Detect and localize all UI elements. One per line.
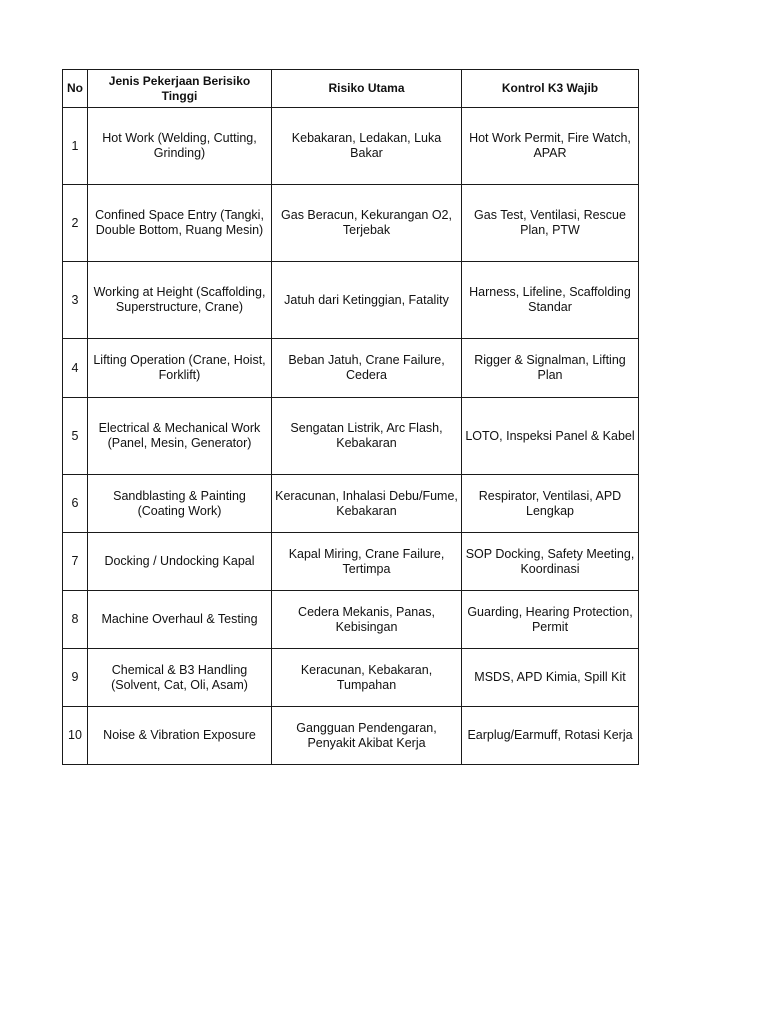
cell-risk: Beban Jatuh, Crane Failure, Cedera [272,339,462,398]
cell-risk: Kebakaran, Ledakan, Luka Bakar [272,108,462,185]
cell-job: Docking / Undocking Kapal [88,533,272,591]
cell-risk: Kapal Miring, Crane Failure, Tertimpa [272,533,462,591]
table-row [63,398,639,475]
cell-no: 10 [63,707,88,765]
header-job: Jenis Pekerjaan Berisiko Tinggi [88,70,272,108]
table-header-row [63,70,639,108]
cell-risk: Keracunan, Inhalasi Debu/Fume, Kebakaran [272,475,462,533]
cell-no: 6 [63,475,88,533]
k3-risk-table [62,69,639,765]
cell-risk: Sengatan Listrik, Arc Flash, Kebakaran [272,398,462,475]
cell-risk: Gas Beracun, Kekurangan O2, Terjebak [272,185,462,262]
cell-job: Hot Work (Welding, Cutting, Grinding) [88,108,272,185]
cell-control: Earplug/Earmuff, Rotasi Kerja [462,707,639,765]
header-risk: Risiko Utama [272,70,462,108]
table-row [63,339,639,398]
table-row [63,262,639,339]
cell-no: 7 [63,533,88,591]
cell-no: 4 [63,339,88,398]
table-row [63,591,639,649]
cell-job: Machine Overhaul & Testing [88,591,272,649]
cell-control: Harness, Lifeline, Scaffolding Standar [462,262,639,339]
cell-control: LOTO, Inspeksi Panel & Kabel [462,398,639,475]
cell-control: MSDS, APD Kimia, Spill Kit [462,649,639,707]
header-no: No [63,70,88,108]
cell-no: 5 [63,398,88,475]
header-control: Kontrol K3 Wajib [462,70,639,108]
table-row [63,649,639,707]
cell-control: Gas Test, Ventilasi, Rescue Plan, PTW [462,185,639,262]
cell-control: Respirator, Ventilasi, APD Lengkap [462,475,639,533]
table-row [63,707,639,765]
cell-no: 2 [63,185,88,262]
cell-job: Electrical & Mechanical Work (Panel, Mesin, Generator) [88,398,272,475]
cell-job: Noise & Vibration Exposure [88,707,272,765]
table-row [63,533,639,591]
cell-control: SOP Docking, Safety Meeting, Koordinasi [462,533,639,591]
cell-risk: Keracunan, Kebakaran, Tumpahan [272,649,462,707]
cell-job: Sandblasting & Painting (Coating Work) [88,475,272,533]
cell-no: 3 [63,262,88,339]
table-row [63,108,639,185]
cell-job: Confined Space Entry (Tangki, Double Bottom, Ruang Mesin) [88,185,272,262]
cell-risk: Jatuh dari Ketinggian, Fatality [272,262,462,339]
cell-control: Rigger & Signalman, Lifting Plan [462,339,639,398]
cell-no: 9 [63,649,88,707]
table-row [63,185,639,262]
cell-no: 8 [63,591,88,649]
cell-risk: Gangguan Pendengaran, Penyakit Akibat Kerja [272,707,462,765]
cell-control: Guarding, Hearing Protection, Permit [462,591,639,649]
cell-job: Chemical & B3 Handling (Solvent, Cat, Oli, Asam) [88,649,272,707]
cell-job: Lifting Operation (Crane, Hoist, Forklift) [88,339,272,398]
cell-job: Working at Height (Scaffolding, Superstructure, Crane) [88,262,272,339]
table-row [63,475,639,533]
cell-no: 1 [63,108,88,185]
cell-control: Hot Work Permit, Fire Watch, APAR [462,108,639,185]
cell-risk: Cedera Mekanis, Panas, Kebisingan [272,591,462,649]
